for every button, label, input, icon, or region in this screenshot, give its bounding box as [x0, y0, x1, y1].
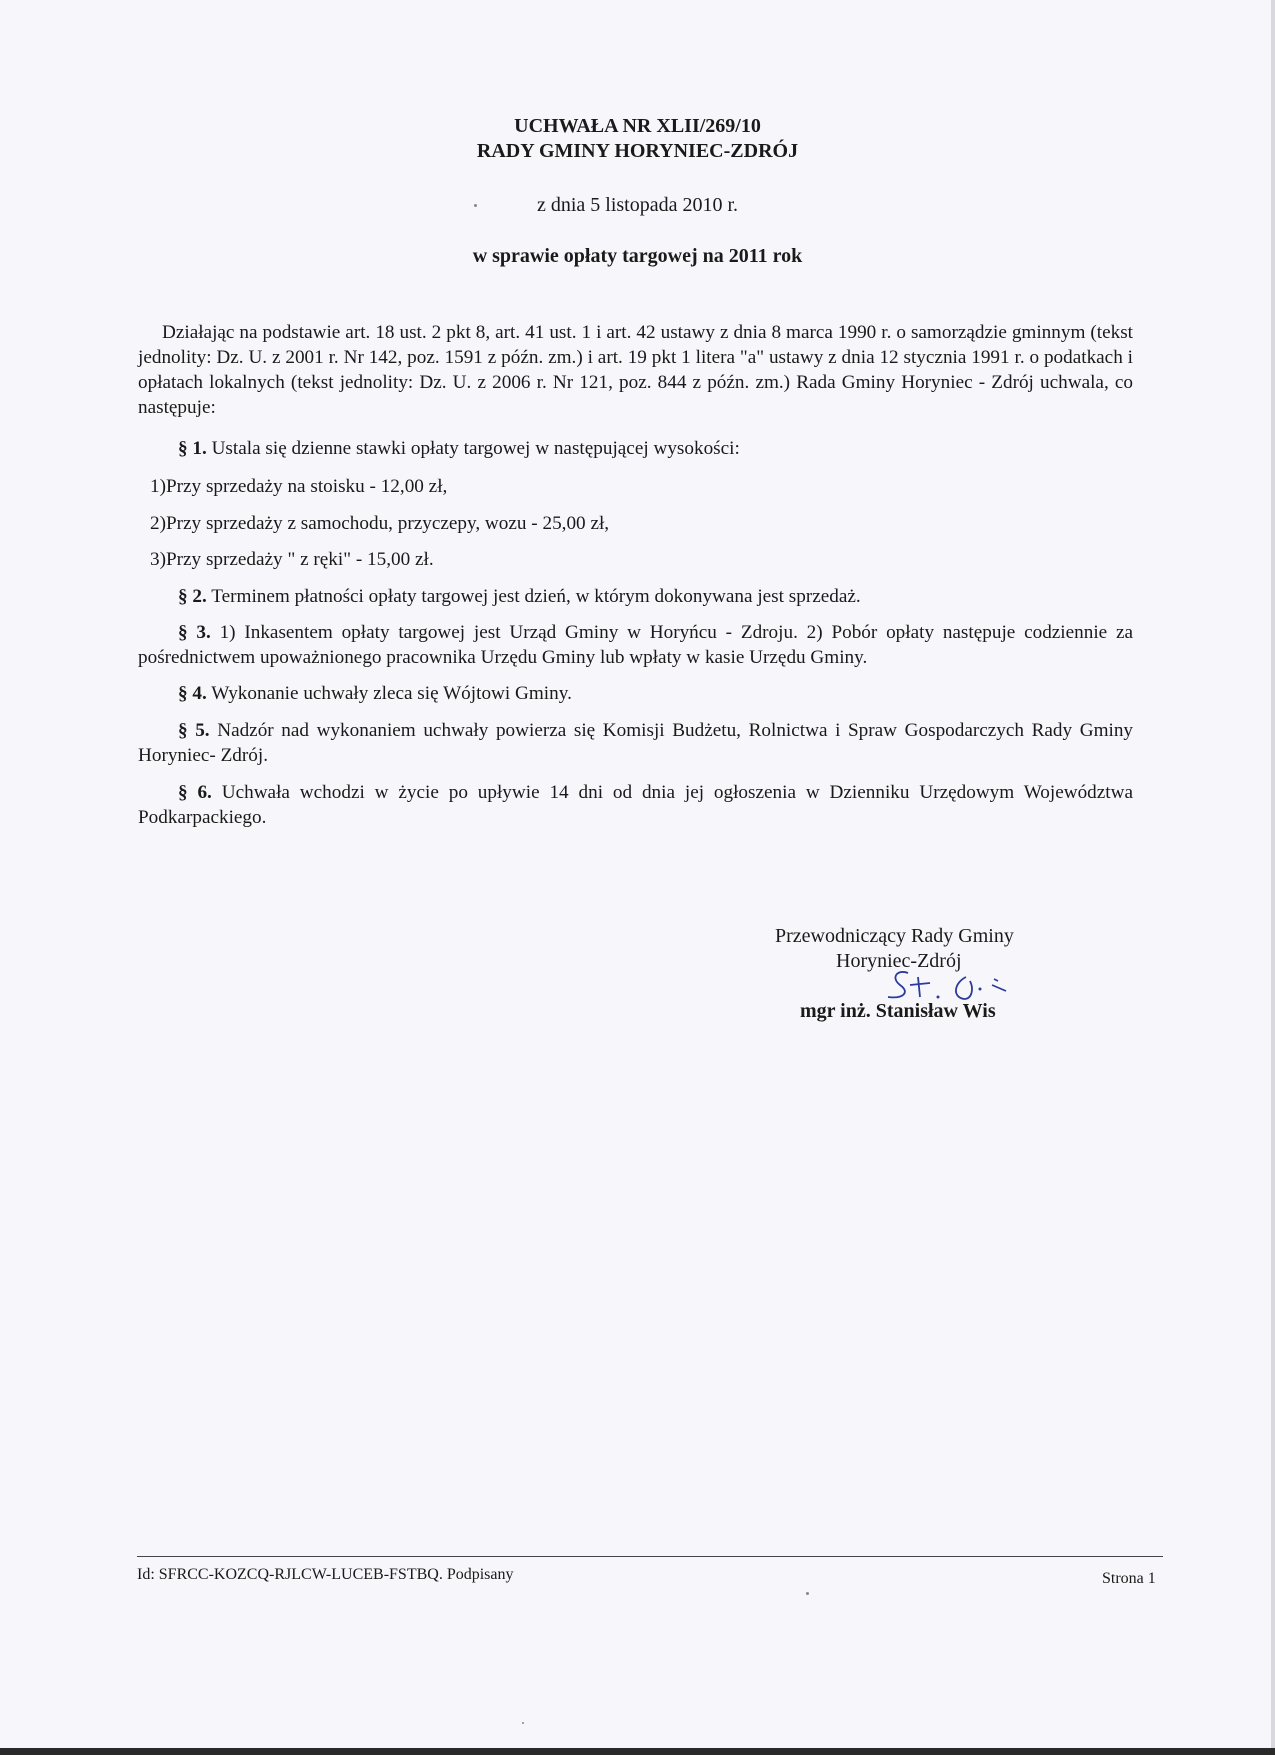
section-3	[138, 620, 1133, 670]
page-number: Strona 1	[1102, 1570, 1156, 1587]
footer-divider	[137, 1556, 1163, 1557]
rate-item: 3)Przy sprzedaży " z ręki" - 15,00 zł.	[150, 549, 434, 570]
rate-item: 1)Przy sprzedaży na stoisku - 12,00 zł,	[150, 476, 448, 497]
section-text: Uchwała wchodzi w życie po upływie 14 dni od dnia jej ogłoszenia w Dzienniku Urzędowym Województwa Podkarpackiego.	[138, 782, 1133, 828]
section-number: § 3.	[178, 622, 211, 643]
scan-speck	[806, 1592, 809, 1595]
section-text: Terminem płatności opłaty targowej jest dzień, w którym dokonywana jest sprzedaż.	[206, 586, 861, 607]
scan-bottom-border	[0, 1748, 1275, 1755]
signatory-name: mgr inż. Stanisław Wis	[800, 1000, 996, 1022]
section-2	[178, 584, 861, 609]
resolution-number: UCHWAŁA NR XLII/269/10	[514, 115, 761, 137]
section-5	[138, 718, 1133, 768]
section-text: Ustala się dzienne stawki opłaty targowej w następującej wysokości:	[206, 438, 740, 459]
section-number: § 4.	[178, 683, 207, 704]
signatory-title: Przewodniczący Rady Gminy	[775, 925, 1014, 947]
scan-speck	[474, 204, 477, 207]
section-4	[178, 681, 572, 706]
section-text: Wykonanie uchwały zleca się Wójtowi Gminy.	[206, 683, 572, 704]
section-text: Nadzór nad wykonaniem uchwały powierza się Komisji Budżetu, Rolnictwa i Spraw Gospodarczych Rady Gminy Horyniec- Zdrój.	[138, 720, 1134, 766]
rate-item: 2)Przy sprzedaży z samochodu, przyczepy, wozu - 25,00 zł,	[150, 513, 610, 534]
section-number: § 1.	[178, 438, 207, 459]
signatory-place: Horyniec-Zdrój	[836, 950, 962, 972]
section-number: § 6.	[178, 782, 212, 803]
section-6	[138, 780, 1133, 830]
council-name: RADY GMINY HORYNIEC-ZDRÓJ	[476, 140, 799, 162]
preamble-paragraph: Działając na podstawie art. 18 ust. 2 pkt 8, art. 41 ust. 1 i art. 42 ustawy z dnia 8 marca 1990 r. o samorządzie gminnym (tekst jednolity: Dz. U. z 2001 r. Nr 142, poz. 1591 z późn. zm.) i art. 19 pkt 1 litera "a" ustawy z dnia 12 stycznia 1991 r. o podatkach i opłatach lokalnych (tekst jednolity: Dz. U. z 2006 r. Nr 121, poz. 844 z późn. zm.) Rada Gminy Horyniec - Zdrój uchwala, co następuje:	[138, 322, 1133, 418]
scan-speck	[522, 1722, 524, 1724]
section-number: § 5.	[178, 720, 210, 741]
section-number: § 2.	[178, 586, 207, 607]
section-1	[178, 436, 740, 461]
section-text: 1) Inkasentem opłaty targowej jest Urząd Gminy w Horyńcu - Zdroju. 2) Pobór opłaty następuje codziennie za pośrednictwem upoważnionego pracownika Urzędu Gminy lub wpłaty w kasie Urzędu Gminy.	[138, 622, 1134, 668]
scan-edge	[1271, 0, 1275, 1748]
resolution-date: z dnia 5 listopada 2010 r.	[536, 194, 739, 216]
resolution-subject: w sprawie opłaty targowej na 2011 rok	[472, 245, 803, 267]
document-id: Id: SFRCC-KOZCQ-RJLCW-LUCEB-FSTBQ. Podpisany	[137, 1566, 514, 1583]
